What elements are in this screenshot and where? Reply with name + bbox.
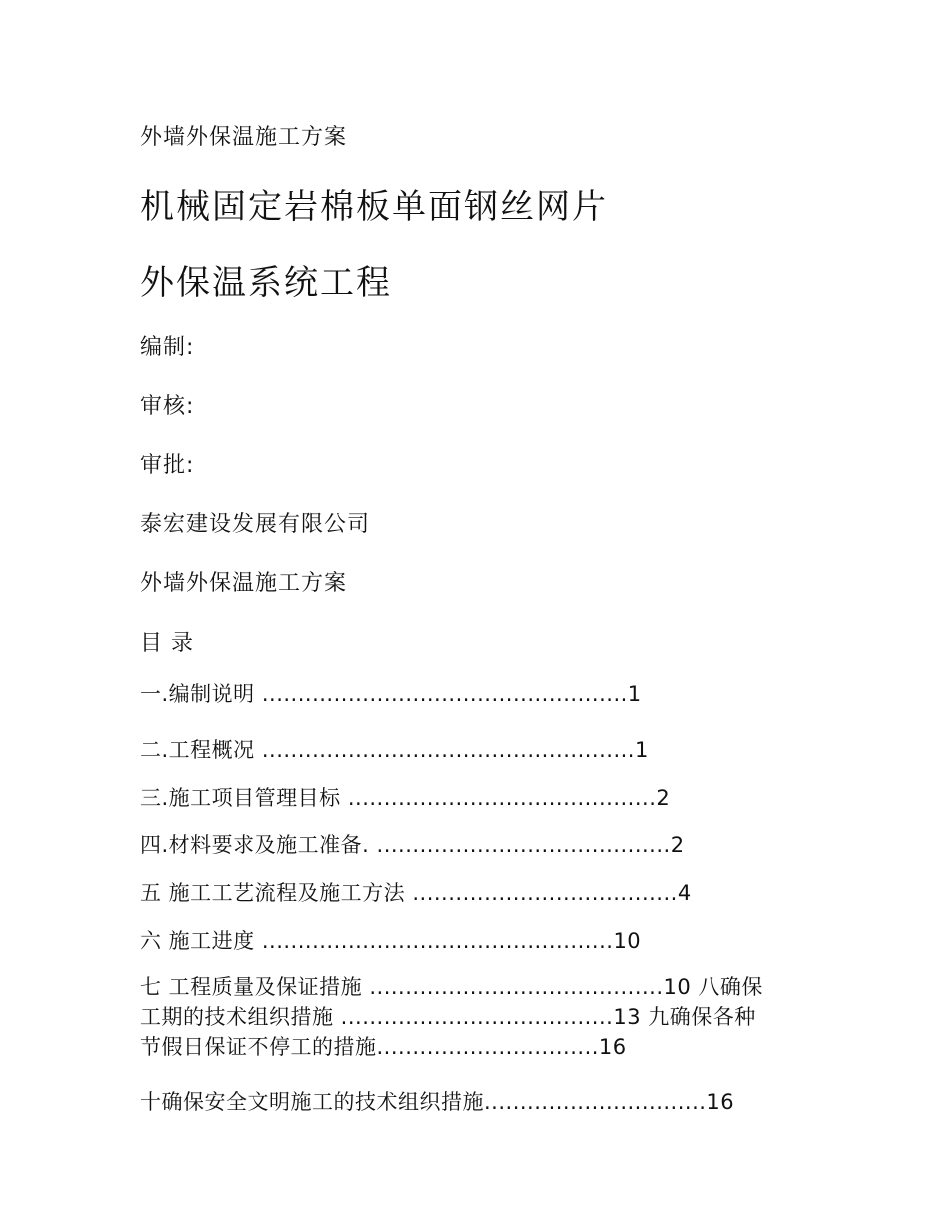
toc-item-4: 四.材料要求及施工准备. .........................................2 (140, 833, 685, 857)
toc-heading: 目 录 (140, 631, 194, 656)
main-title-line-2: 外保温系统工程 (140, 263, 392, 303)
subtitle: 外墙外保温施工方案 (140, 571, 348, 596)
toc-item-last: 十确保安全文明施工的技术组织措施...............................16 (140, 1090, 735, 1114)
toc-wrapped-paragraph (140, 972, 820, 1062)
toc-item-6: 六 施工进度 .................................................10 (140, 929, 642, 953)
toc-wrapped-line-3: 节假日保证不停工的措施...............................16 (140, 1035, 627, 1059)
toc-wrapped-line-2: 工期的技术组织措施 ......................................13 九确保各种 (140, 1005, 756, 1029)
approved-by-label: 审批: (140, 453, 195, 478)
reviewed-by-label: 审核: (140, 394, 195, 419)
header-title: 外墙外保温施工方案 (140, 125, 348, 150)
compiled-by-label: 编制: (140, 335, 195, 360)
company-name: 泰宏建设发展有限公司 (140, 512, 371, 537)
toc-item-1: 一.编制说明 ...................................................1 (140, 682, 642, 706)
toc-item-5: 五 施工工艺流程及施工方法 .....................................4 (140, 881, 692, 905)
main-title-line-1: 机械固定岩棉板单面钢丝网片 (140, 187, 608, 227)
toc-item-3: 三.施工项目管理目标 ...........................................2 (140, 786, 671, 810)
toc-item-2: 二.工程概况 ....................................................1 (140, 738, 649, 762)
toc-wrapped-line-1: 七 工程质量及保证措施 .........................................10 八确保 (140, 975, 763, 999)
